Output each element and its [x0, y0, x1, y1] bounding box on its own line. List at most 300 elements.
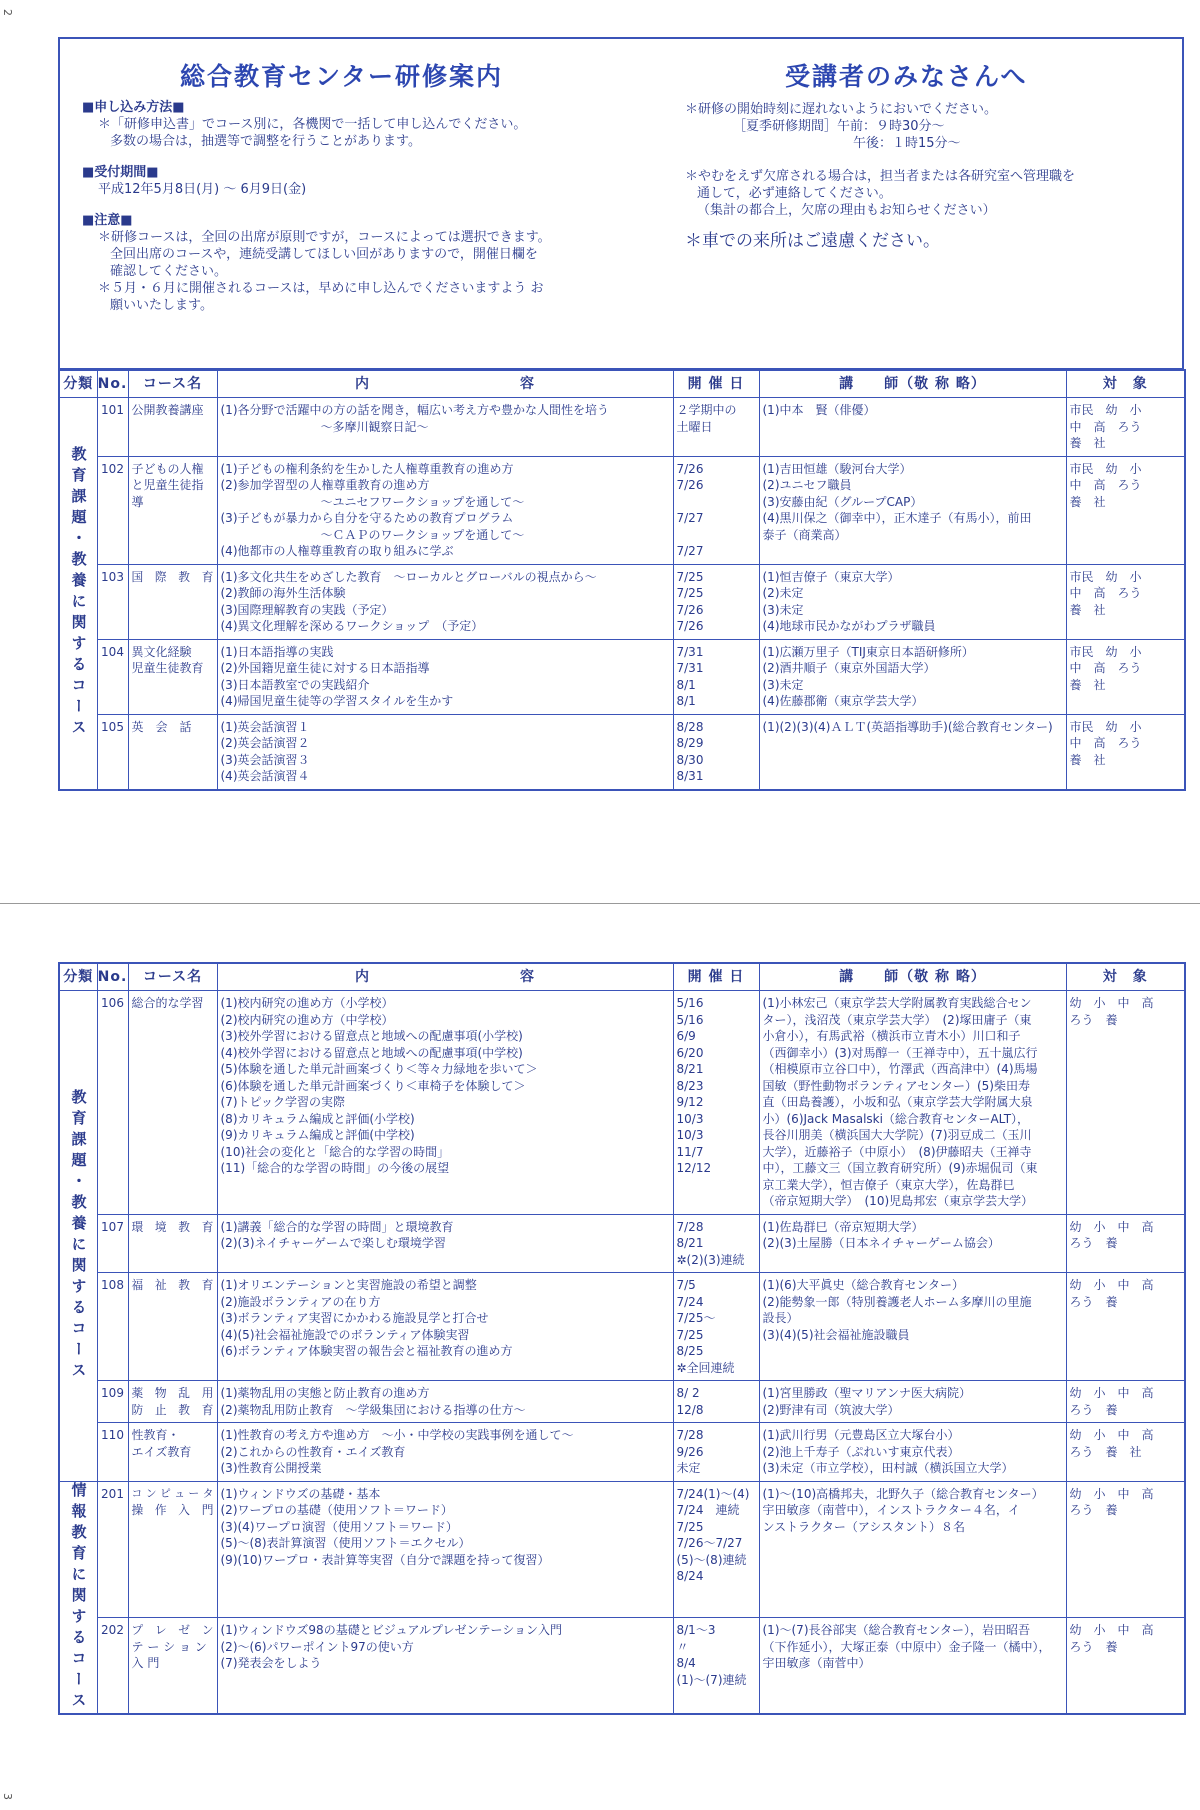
teachers-line: 国敏（野性動物ボランティアセンター）(5)柴田寿: [762, 1078, 1030, 1093]
teachers-line: (2)能勢象一郎（特別養護老人ホーム多摩川の里施: [762, 1294, 1032, 1309]
header-category: 分類: [59, 370, 97, 398]
content-line: (7)トピック学習の実際: [220, 1095, 346, 1109]
course-number: 101: [97, 398, 128, 457]
name-line: テ ー シ ョ ン: [131, 1639, 207, 1654]
dates-line: 8/21: [676, 1062, 704, 1076]
name-line: 導: [131, 494, 144, 509]
dates-line: 6/9: [676, 1029, 696, 1043]
header-target: 対 象: [1066, 370, 1185, 398]
dates-line: 7/5: [676, 1278, 696, 1292]
dates-line: 10/3: [676, 1128, 704, 1142]
teachers-line: （下作延小），大塚正泰（中原中）金子隆一（橘中），: [762, 1639, 1051, 1654]
content-line: (3)(4)ワープロ演習（使用ソフト＝ワード）: [220, 1519, 458, 1534]
page-number-top: 2: [1, 9, 14, 16]
target-line: ろう 養: [1069, 1639, 1118, 1654]
notice-heading: ■注意■: [82, 213, 133, 228]
table-row: [59, 1381, 1185, 1423]
content-line: (4)(5)社会福祉施設でのボランティア体験実習: [220, 1327, 470, 1342]
teachers-line: (1)～(7)長谷部実（総合教育センター），岩田昭吾: [762, 1623, 1031, 1638]
dates-line: [677, 527, 756, 544]
teachers-line: 宇田敏彦（南菅中）: [762, 1656, 871, 1671]
dates-line: 7/28: [676, 1219, 704, 1234]
dates-line: 7/24: [676, 1294, 704, 1309]
name-line: 福 祉 教 育: [131, 1278, 214, 1292]
dates-line: 9/12: [676, 1095, 704, 1109]
course-name-cell: [128, 398, 217, 457]
name-line: 英 会 話: [131, 719, 192, 734]
target-line: 幼 小 中 高: [1069, 1623, 1154, 1638]
course-number: 108: [97, 1273, 128, 1381]
dates-line: ✲全回連続: [676, 1360, 735, 1375]
table-row: [59, 639, 1185, 714]
content-line: (9)カリキュラム編成と評価(中学校): [220, 1128, 415, 1142]
dates-line: 7/27: [676, 544, 704, 558]
dates-cell: [673, 1214, 759, 1273]
teachers-line: (2)池上千寿子（ぷれいす東京代表）: [762, 1444, 960, 1459]
content-cell: [217, 714, 673, 790]
dates-line: 11/7: [676, 1144, 704, 1159]
target-line: 市民 幼 小: [1069, 403, 1142, 417]
content-line: (2)これからの性教育・エイズ教育: [220, 1444, 406, 1459]
target-line: 養 社: [1069, 494, 1106, 509]
dates-cell: [673, 991, 759, 1215]
dates-line: 7/26: [676, 478, 704, 492]
content-line: (2)英会話演習２: [220, 736, 310, 750]
notice-line: ＊研修コースは，全回の出席が原則ですが，コースによっては選択できます。: [98, 230, 551, 245]
dates-line: 5/16: [676, 996, 704, 1010]
name-line: プ レ ゼ ン: [131, 1623, 214, 1638]
dates-line: 12/8: [676, 1402, 704, 1417]
table-row: [59, 1481, 1185, 1618]
info-box: [58, 37, 1184, 370]
content-line: (3)日本語教室での実践紹介: [220, 677, 370, 692]
summer-pm: 午後：１時15分～: [853, 136, 961, 151]
table-row: [59, 714, 1185, 790]
dates-line: 8/31: [676, 769, 704, 783]
dates-cell: [673, 1381, 759, 1423]
teachers-cell: [759, 1381, 1066, 1423]
content-line: (3)子どもが暴力から自分を守るための教育プログラム: [220, 511, 514, 525]
dates-line: [677, 494, 756, 511]
dates-cell: [673, 1618, 759, 1714]
header-course-name: コース名: [128, 370, 217, 398]
teachers-line: 直（田島養護），小坂和弘（東京学芸大学附属大泉: [762, 1095, 1033, 1109]
teachers-cell: [759, 456, 1066, 564]
content-line: (1)校内研究の進め方（小学校）: [220, 996, 394, 1010]
notice-line: ＊５月・６月に開催されるコースは，早めに申し込んでくださいますよう お: [98, 281, 544, 296]
table-header-row: [59, 370, 1185, 398]
header-teachers: 講 師（敬 称 略）: [759, 963, 1066, 991]
course-table-1: [58, 369, 1186, 791]
target-line: ろう 養: [1069, 1503, 1118, 1517]
name-line: 環 境 教 育: [131, 1219, 214, 1234]
dates-cell: [673, 564, 759, 639]
start-time-note: ＊研修の開始時刻に遅れないようにおいでください。: [685, 102, 998, 117]
target-cell: [1066, 714, 1185, 790]
absence-note: ＊やむをえず欠席される場合は，担当者または各研究室へ管理職を: [685, 169, 1076, 184]
target-cell: [1066, 564, 1185, 639]
name-line: 子どもの人権: [131, 461, 204, 476]
teachers-line: (1)小林宏己（東京学芸大学附属教育実践総合セン: [762, 996, 1032, 1010]
application-line: ＊「研修申込書」でコース別に，各機関で一括して申し込んでください。: [98, 117, 527, 132]
teachers-line: 長谷川朋美（横浜国大大学院）(7)羽豆成二（玉川: [762, 1128, 1032, 1142]
dates-line: ２学期中の: [676, 403, 737, 417]
dates-line: 7/31: [676, 644, 704, 659]
content-line: (3)校外学習における留意点と地域への配慮事項(小学校): [220, 1029, 523, 1043]
teachers-line: (1)武川行男（元豊島区立大塚台小）: [762, 1428, 960, 1442]
dates-cell: [673, 1273, 759, 1381]
teachers-line: (2)(3)土屋勝（日本ネイチャーゲーム協会）: [762, 1236, 1000, 1250]
teachers-cell: [759, 564, 1066, 639]
header-dates: 開 催 日: [673, 963, 759, 991]
target-cell: [1066, 398, 1185, 457]
target-cell: [1066, 991, 1185, 1215]
teachers-cell: [759, 991, 1066, 1215]
dates-line: 7/26: [676, 619, 704, 633]
course-name-cell: [128, 1423, 217, 1482]
dates-cell: [673, 639, 759, 714]
content-cell: [217, 1481, 673, 1618]
target-cell: [1066, 1423, 1185, 1482]
dates-cell: [673, 1423, 759, 1482]
dates-line: 8/24: [676, 1569, 704, 1583]
dates-line: 7/31: [676, 661, 704, 675]
dates-line: 8/21: [676, 1236, 704, 1250]
teachers-line: (1)～(10)高橋邦夫，北野久子（総合教育センター）: [762, 1486, 1044, 1501]
car-note: ＊車での来所はご遠慮ください。: [685, 231, 940, 251]
teachers-line: (1)佐島群巳（帝京短期大学）: [762, 1219, 924, 1234]
content-line: (8)カリキュラム編成と評価(小学校): [220, 1111, 415, 1126]
table-row: [59, 398, 1185, 457]
target-line: 幼 小 中 高: [1069, 1219, 1154, 1234]
dates-line: 8/28: [676, 719, 704, 734]
content-cell: [217, 1618, 673, 1714]
content-line: ～ＣＡＰのワークショップを通して～: [320, 527, 525, 542]
header-content: 内 容: [217, 370, 673, 398]
name-line: 薬 物 乱 用: [131, 1386, 214, 1400]
teachers-line: （帝京短期大学） (10)児島邦宏（東京学芸大学）: [762, 1194, 1034, 1208]
dates-cell: [673, 1481, 759, 1618]
teachers-line: （相模原市立谷口中），竹澤武（西高津中）(4)馬場: [762, 1062, 1038, 1076]
name-line: 操 作 入 門: [131, 1503, 214, 1517]
target-line: 幼 小 中 高: [1069, 1386, 1154, 1400]
course-number: 107: [97, 1214, 128, 1273]
target-line: ろう 養: [1069, 1402, 1118, 1417]
teachers-line: (2)酒井順子（東京外国語大学）: [762, 661, 936, 675]
name-line: 国 際 教 育: [131, 569, 214, 584]
header-teachers: 講 師（敬 称 略）: [759, 370, 1066, 398]
dates-line: 9/26: [676, 1444, 704, 1459]
name-line: 児童生徒教育: [131, 661, 204, 675]
content-line: (3)性教育公開授業: [220, 1461, 322, 1475]
dates-line: 7/25: [676, 1327, 704, 1342]
teachers-cell: [759, 1481, 1066, 1618]
content-line: (3)国際理解教育の実践（予定）: [220, 602, 394, 617]
name-line: 入 門: [131, 1656, 160, 1671]
teachers-cell: [759, 714, 1066, 790]
target-cell: [1066, 1381, 1185, 1423]
content-line: (2)ワープロの基礎（使用ソフト＝ワード）: [220, 1503, 453, 1517]
content-line: (6)ボランティア体験実習の報告会と福祉教育の進め方: [220, 1344, 513, 1358]
course-name-cell: [128, 1273, 217, 1381]
course-name-cell: [128, 714, 217, 790]
content-line: (4)帰国児童生徒等の学習スタイルを生かす: [220, 694, 454, 708]
course-name-cell: [128, 1381, 217, 1423]
dates-cell: [673, 714, 759, 790]
dates-line: 7/24 連続: [676, 1503, 740, 1517]
header-no: No.: [97, 370, 128, 398]
dates-line: ✲(2)(3)連続: [676, 1252, 745, 1267]
content-line: (1)オリエンテーションと実習施設の希望と調整: [220, 1278, 477, 1292]
dates-line: 8/23: [676, 1078, 704, 1093]
teachers-line: 小）(6)Jack Masalski（総合教育センターALT），: [762, 1111, 1030, 1126]
teachers-line: 京工業大学），恒吉僚子（東京大学），佐島群巳: [762, 1177, 1015, 1192]
course-name-cell: [128, 1481, 217, 1618]
name-line: 性教育・: [131, 1428, 180, 1442]
content-line: (5)～(8)表計算演習（使用ソフト＝エクセル）: [220, 1536, 471, 1550]
teachers-line: (1)広瀬万里子（TIJ東京日本語研修所）: [762, 644, 974, 659]
course-number: 102: [97, 456, 128, 564]
target-line: 幼 小 中 高: [1069, 1428, 1154, 1442]
target-cell: [1066, 1618, 1185, 1714]
application-line: 多数の場合は，抽選等で調整を行うことがあります。: [110, 134, 421, 149]
content-line: (6)体験を通した単元計画案づくり＜車椅子を体験して＞: [220, 1078, 526, 1093]
teachers-line: (1)中本 賢（俳優）: [762, 403, 876, 417]
page-number-bottom: 3: [1, 1793, 14, 1800]
target-line: 中 高 ろう: [1069, 586, 1142, 600]
dates-line: 8/1～3: [676, 1623, 716, 1638]
header-course-name: コース名: [128, 963, 217, 991]
table-row: [59, 564, 1185, 639]
target-line: ろう 養: [1069, 1294, 1118, 1309]
teachers-cell: [759, 1423, 1066, 1482]
info-left-column: [82, 93, 692, 314]
dates-line: 7/25: [676, 586, 704, 600]
category-cell: 教育課題・教養に関するコース: [59, 398, 97, 790]
dates-cell: [673, 456, 759, 564]
table-row: [59, 1273, 1185, 1381]
teachers-line: (2)野津有司（筑波大学）: [762, 1402, 900, 1417]
content-cell: [217, 564, 673, 639]
content-line: ～多摩川観察日記～: [320, 419, 429, 434]
dates-line: (5)～(8)連続: [676, 1552, 747, 1567]
header-content: 内 容: [217, 963, 673, 991]
teachers-cell: [759, 1273, 1066, 1381]
dates-line: 7/26: [676, 602, 704, 617]
course-number: 110: [97, 1423, 128, 1482]
header-category: 分類: [59, 963, 97, 991]
dates-line: 8/ 2: [676, 1386, 700, 1400]
dates-line: 8/1: [676, 677, 696, 692]
dates-cell: [673, 398, 759, 457]
content-line: (1)子どもの権利条約を生かした人権尊重教育の進め方: [220, 461, 514, 476]
table-row: [59, 1423, 1185, 1482]
course-name-cell: [128, 991, 217, 1215]
teachers-line: (3)未定（市立学校），田村誠（横浜国立大学）: [762, 1461, 1014, 1475]
content-line: (2)校内研究の進め方（中学校）: [220, 1012, 394, 1027]
content-line: (4)他都市の人権尊重教育の取り組みに学ぶ: [220, 544, 454, 558]
content-line: (1)性教育の考え方や進め方 ～小・中学校の実践事例を通して～: [220, 1428, 574, 1442]
dates-line: 7/25: [676, 569, 704, 584]
absence-note: 通して，必ず連絡してください。: [697, 186, 892, 201]
dates-line: 7/26～7/27: [676, 1536, 743, 1550]
target-line: 市民 幼 小: [1069, 461, 1142, 476]
target-line: 市民 幼 小: [1069, 569, 1142, 584]
name-line: 総合的な学習: [131, 996, 204, 1010]
summer-am: ［夏季研修期間］午前：９時30分～: [733, 119, 945, 134]
period-heading: ■受付期間■: [82, 165, 159, 180]
content-line: (2)参加学習型の人権尊重教育の進め方: [220, 478, 430, 492]
table-row: [59, 1618, 1185, 1714]
content-line: ～ユニセフワークショップを通して～: [320, 494, 525, 509]
dates-line: 8/1: [676, 694, 696, 708]
teachers-line: 泰子（商業高）: [762, 527, 847, 542]
content-line: (10)社会の変化と「総合的な学習の時間」: [220, 1144, 450, 1159]
target-line: 幼 小 中 高: [1069, 996, 1154, 1010]
dates-line: 8/4: [676, 1656, 696, 1671]
course-name-cell: [128, 639, 217, 714]
teachers-line: (1)宮里勝政（聖マリアンナ医大病院）: [762, 1386, 972, 1400]
dates-line: 6/20: [676, 1045, 704, 1060]
teachers-line: (1)(2)(3)(4)ＡＬＴ(英語指導助手)(総合教育センター): [762, 719, 1053, 734]
application-heading: ■申し込み方法■: [82, 100, 185, 115]
content-line: (4)英会話演習４: [220, 769, 310, 783]
dates-line: 7/27: [676, 511, 704, 525]
notice-line: 確認してください。: [110, 264, 228, 279]
teachers-line: (3)未定: [762, 677, 804, 692]
left-title: 総合教育センター研修案内: [180, 62, 504, 91]
teachers-line: (3)安藤由紀（グループCAP）: [762, 494, 923, 509]
name-line: 公開教養講座: [131, 403, 204, 417]
course-name-cell: [128, 1214, 217, 1273]
teachers-line: 宇田敏彦（南菅中），インストラクター４名，イ: [762, 1503, 1020, 1517]
dates-line: 8/25: [676, 1344, 704, 1358]
course-name-cell: [128, 456, 217, 564]
content-cell: [217, 456, 673, 564]
name-line: エイズ教育: [131, 1444, 192, 1459]
dates-line: 10/3: [676, 1111, 704, 1126]
teachers-cell: [759, 1618, 1066, 1714]
teachers-line: 中），工藤文三（国立教育研究所）(9)赤堀侃司（東: [762, 1161, 1038, 1175]
content-line: (3)ボランティア実習にかかわる施設見学と打合せ: [220, 1311, 489, 1325]
course-name-cell: [128, 564, 217, 639]
name-line: 防 止 教 育: [131, 1402, 214, 1417]
content-line: (4)校外学習における留意点と地域への配慮事項(中学校): [220, 1045, 523, 1060]
content-line: (1)各分野で活躍中の方の話を聞き，幅広い考え方や豊かな人間性を培う: [220, 403, 610, 417]
dates-line: 7/25～: [676, 1311, 716, 1325]
target-line: 養 社: [1069, 677, 1106, 692]
target-line: 幼 小 中 高: [1069, 1278, 1154, 1292]
content-cell: [217, 1381, 673, 1423]
content-line: (2)施設ボランティアの在り方: [220, 1294, 381, 1309]
course-number: 106: [97, 991, 128, 1215]
info-right-column: [685, 101, 1175, 253]
content-line: (1)ウィンドウズの基礎・基本: [220, 1486, 381, 1501]
target-line: 中 高 ろう: [1069, 736, 1142, 750]
teachers-line: （西御幸小）(3)对馬醇一（王禅寺中），五十嵐広行: [762, 1045, 1038, 1060]
notice-line: 願いいたします。: [110, 298, 213, 313]
target-line: 養 社: [1069, 752, 1106, 767]
period-line: 平成12年5月8日(月) ～ 6月9日(金): [98, 182, 307, 197]
teachers-line: (2)ユニセフ職員: [762, 478, 852, 492]
teachers-line: (3)(4)(5)社会福祉施設職員: [762, 1327, 910, 1342]
target-line: 市民 幼 小: [1069, 719, 1142, 734]
teachers-line: (1)吉田恒雄（駿河台大学）: [762, 461, 912, 476]
content-cell: [217, 991, 673, 1215]
course-table-2: [58, 962, 1186, 1715]
dates-line: 土曜日: [676, 419, 713, 434]
name-line: 異文化経験: [131, 644, 192, 659]
dates-line: (1)～(7)連続: [676, 1672, 747, 1687]
name-line: と児童生徒指: [131, 478, 204, 492]
content-line: (1)日本語指導の実践: [220, 644, 334, 659]
target-cell: [1066, 1481, 1185, 1618]
content-line: (1)講義「総合的な学習の時間」と環境教育: [220, 1219, 454, 1234]
name-line: コ ン ピ ュ ー タ: [131, 1486, 214, 1500]
target-line: 養 社: [1069, 436, 1106, 450]
teachers-cell: [759, 398, 1066, 457]
content-line: (2)薬物乱用防止教育 ～学級集団における指導の仕方～: [220, 1402, 526, 1417]
notice-line: 全回出席のコースや，連続受講してほしい回がありますので，開催日欄を: [110, 247, 538, 262]
teachers-line: 大学），近藤裕子（中原小） (8)伊藤昭夫（王禅寺: [762, 1144, 1032, 1159]
teachers-line: 小倉小），有馬武裕（横浜市立青木小）川口和子: [762, 1029, 1021, 1043]
content-line: (11)「総合的な学習の時間」の今後の展望: [220, 1161, 450, 1175]
course-name-cell: [128, 1618, 217, 1714]
content-line: (7)発表会をしよう: [220, 1656, 322, 1671]
course-number: 104: [97, 639, 128, 714]
content-cell: [217, 1273, 673, 1381]
teachers-line: ンストラクター（アシスタント）８名: [762, 1519, 966, 1534]
content-line: (2)外国籍児童生徒に対する日本語指導: [220, 661, 430, 675]
header-target: 対 象: [1066, 963, 1185, 991]
target-cell: [1066, 456, 1185, 564]
content-line: (2)(3)ネイチャーゲームで楽しむ環境学習: [220, 1236, 446, 1250]
table-row: [59, 1214, 1185, 1273]
teachers-line: ター），浅沼茂（東京学芸大学） (2)塚田庸子（東: [762, 1012, 1032, 1027]
content-line: (1)多文化共生をめざした教育 ～ローカルとグローバルの視点から～: [220, 569, 597, 584]
teachers-line: (1)(6)大平眞史（総合教育センター）: [762, 1278, 965, 1292]
content-cell: [217, 398, 673, 457]
teachers-line: (1)恒吉僚子（東京大学）: [762, 569, 900, 584]
teachers-line: (4)黒川保之（御幸中），正木達子（有馬小），前田: [762, 511, 1032, 525]
page-divider: [0, 903, 1200, 904]
content-line: (1)薬物乱用の実態と防止教育の進め方: [220, 1386, 430, 1400]
target-cell: [1066, 1273, 1185, 1381]
category-cell: 情報教育に関するコース: [59, 1481, 97, 1714]
content-line: (2)教師の海外生活体験: [220, 586, 346, 600]
content-line: (3)英会話演習３: [220, 752, 310, 767]
target-line: 養 社: [1069, 602, 1106, 617]
header-dates: 開 催 日: [673, 370, 759, 398]
target-line: 中 高 ろう: [1069, 478, 1142, 492]
header-no: No.: [97, 963, 128, 991]
target-cell: [1066, 1214, 1185, 1273]
teachers-line: (3)未定: [762, 602, 804, 617]
right-title: 受講者のみなさんへ: [785, 62, 1028, 91]
category-cell: 教育課題・教養に関するコース: [59, 991, 97, 1482]
teachers-line: 設長）: [762, 1311, 799, 1325]
teachers-line: (2)未定: [762, 586, 804, 600]
dates-line: 8/30: [676, 752, 704, 767]
table-row: [59, 456, 1185, 564]
dates-line: 7/24(1)～(4): [676, 1486, 750, 1501]
dates-line: 7/26: [676, 461, 704, 476]
dates-line: 5/16: [676, 1012, 704, 1027]
target-line: ろう 養: [1069, 1236, 1118, 1250]
content-line: (1)英会話演習１: [220, 719, 310, 734]
teachers-cell: [759, 1214, 1066, 1273]
content-cell: [217, 1423, 673, 1482]
